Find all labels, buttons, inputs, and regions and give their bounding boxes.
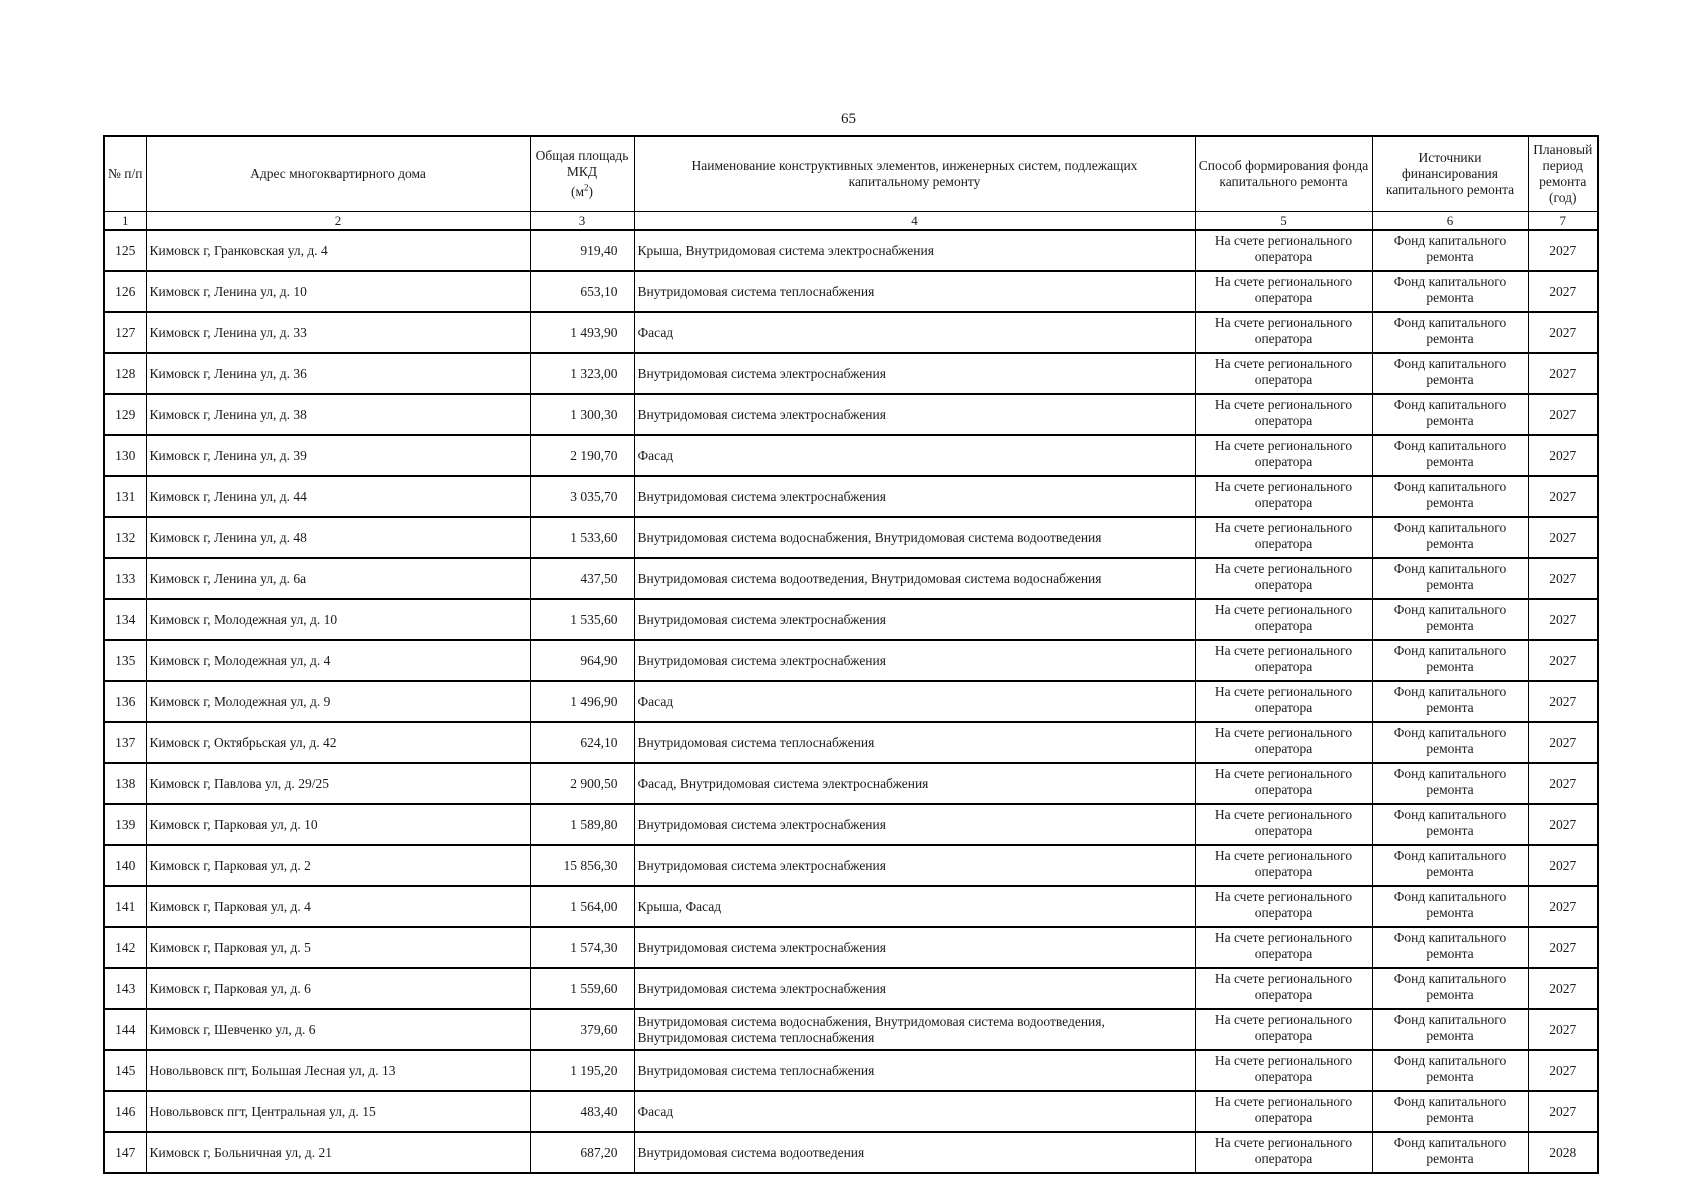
row-funding-method: На счете регионального оператора bbox=[1195, 681, 1372, 722]
row-funding-source: Фонд капитального ремонта bbox=[1372, 599, 1528, 640]
row-elements: Внутридомовая система электроснабжения bbox=[634, 845, 1195, 886]
row-number: 128 bbox=[104, 353, 146, 394]
row-number: 132 bbox=[104, 517, 146, 558]
row-year: 2027 bbox=[1528, 1009, 1598, 1050]
row-year: 2027 bbox=[1528, 681, 1598, 722]
table-row bbox=[104, 845, 1598, 886]
row-address: Кимовск г, Ленина ул, д. 6а bbox=[146, 558, 530, 599]
row-area: 1 535,60 bbox=[530, 599, 634, 640]
row-elements: Внутридомовая система электроснабжения bbox=[634, 476, 1195, 517]
row-year: 2027 bbox=[1528, 927, 1598, 968]
row-elements: Внутридомовая система электроснабжения bbox=[634, 599, 1195, 640]
row-area: 919,40 bbox=[530, 230, 634, 271]
row-funding-source: Фонд капитального ремонта bbox=[1372, 804, 1528, 845]
row-address: Кимовск г, Молодежная ул, д. 9 bbox=[146, 681, 530, 722]
row-funding-source: Фонд капитального ремонта bbox=[1372, 968, 1528, 1009]
row-number: 142 bbox=[104, 927, 146, 968]
row-area: 1 589,80 bbox=[530, 804, 634, 845]
table-row bbox=[104, 763, 1598, 804]
column-number: 2 bbox=[146, 212, 530, 231]
table-row bbox=[104, 435, 1598, 476]
row-funding-method: На счете регионального оператора bbox=[1195, 230, 1372, 271]
table-row bbox=[104, 1091, 1598, 1132]
row-elements: Фасад bbox=[634, 1091, 1195, 1132]
row-elements: Внутридомовая система электроснабжения bbox=[634, 968, 1195, 1009]
row-funding-source: Фонд капитального ремонта bbox=[1372, 558, 1528, 599]
column-number: 5 bbox=[1195, 212, 1372, 231]
row-year: 2027 bbox=[1528, 230, 1598, 271]
table-row bbox=[104, 1009, 1598, 1050]
row-year: 2027 bbox=[1528, 517, 1598, 558]
header-num: № п/п bbox=[104, 136, 146, 212]
row-year: 2027 bbox=[1528, 435, 1598, 476]
row-area: 3 035,70 bbox=[530, 476, 634, 517]
row-number: 141 bbox=[104, 886, 146, 927]
row-funding-method: На счете регионального оператора bbox=[1195, 558, 1372, 599]
header-address: Адрес многоквартирного дома bbox=[146, 136, 530, 212]
row-funding-method: На счете регионального оператора bbox=[1195, 394, 1372, 435]
header-source: Источники финансирования капитального ремонта bbox=[1372, 136, 1528, 212]
header-area-unit: $(м^2)$ bbox=[570, 182, 594, 200]
row-area: 687,20 bbox=[530, 1132, 634, 1173]
row-area: 1 574,30 bbox=[530, 927, 634, 968]
row-address: Кимовск г, Ленина ул, д. 33 bbox=[146, 312, 530, 353]
row-year: 2027 bbox=[1528, 845, 1598, 886]
table-header-row bbox=[104, 136, 1598, 212]
repair-program-table bbox=[103, 135, 1599, 1174]
row-funding-method: На счете регионального оператора bbox=[1195, 722, 1372, 763]
row-year: 2027 bbox=[1528, 476, 1598, 517]
row-funding-method: На счете регионального оператора bbox=[1195, 476, 1372, 517]
row-address: Кимовск г, Парковая ул, д. 6 bbox=[146, 968, 530, 1009]
row-address: Новольвовск пгт, Большая Лесная ул, д. 13 bbox=[146, 1050, 530, 1091]
row-address: Кимовск г, Парковая ул, д. 2 bbox=[146, 845, 530, 886]
row-elements: Внутридомовая система теплоснабжения bbox=[634, 271, 1195, 312]
row-funding-source: Фонд капитального ремонта bbox=[1372, 353, 1528, 394]
row-number: 145 bbox=[104, 1050, 146, 1091]
row-year: 2027 bbox=[1528, 886, 1598, 927]
header-period: Плановый период ремонта (год) bbox=[1528, 136, 1598, 212]
row-address: Кимовск г, Гранковская ул, д. 4 bbox=[146, 230, 530, 271]
table-row bbox=[104, 927, 1598, 968]
row-elements: Внутридомовая система теплоснабжения bbox=[634, 722, 1195, 763]
row-funding-method: На счете регионального оператора bbox=[1195, 886, 1372, 927]
row-address: Кимовск г, Ленина ул, д. 10 bbox=[146, 271, 530, 312]
row-year: 2027 bbox=[1528, 968, 1598, 1009]
column-number-row bbox=[104, 212, 1598, 231]
row-year: 2027 bbox=[1528, 558, 1598, 599]
row-elements: Внутридомовая система водоснабжения, Внутридомовая система водоотведения, Внутридомовая система теплоснабжения bbox=[634, 1009, 1195, 1050]
header-elements: Наименование конструктивных элементов, инженерных систем, подлежащих капитальному ремонту bbox=[634, 136, 1195, 212]
row-number: 146 bbox=[104, 1091, 146, 1132]
row-elements: Внутридомовая система электроснабжения bbox=[634, 640, 1195, 681]
row-area: 964,90 bbox=[530, 640, 634, 681]
table-row bbox=[104, 230, 1598, 271]
row-elements: Внутридомовая система электроснабжения bbox=[634, 804, 1195, 845]
table-row bbox=[104, 558, 1598, 599]
row-number: 139 bbox=[104, 804, 146, 845]
row-funding-source: Фонд капитального ремонта bbox=[1372, 312, 1528, 353]
row-area: 1 533,60 bbox=[530, 517, 634, 558]
row-funding-source: Фонд капитального ремонта bbox=[1372, 763, 1528, 804]
row-address: Кимовск г, Парковая ул, д. 10 bbox=[146, 804, 530, 845]
row-number: 135 bbox=[104, 640, 146, 681]
row-funding-method: На счете регионального оператора bbox=[1195, 804, 1372, 845]
row-elements: Внутридомовая система водоснабжения, Внутридомовая система водоотведения bbox=[634, 517, 1195, 558]
row-address: Кимовск г, Ленина ул, д. 36 bbox=[146, 353, 530, 394]
row-area: 1 564,00 bbox=[530, 886, 634, 927]
row-number: 143 bbox=[104, 968, 146, 1009]
row-area: 1 496,90 bbox=[530, 681, 634, 722]
table-body bbox=[104, 230, 1598, 1173]
row-address: Кимовск г, Молодежная ул, д. 4 bbox=[146, 640, 530, 681]
row-funding-method: На счете регионального оператора bbox=[1195, 312, 1372, 353]
row-funding-method: На счете регионального оператора bbox=[1195, 1009, 1372, 1050]
row-elements: Фасад bbox=[634, 435, 1195, 476]
row-number: 140 bbox=[104, 845, 146, 886]
row-funding-method: На счете регионального оператора bbox=[1195, 845, 1372, 886]
row-elements: Внутридомовая система электроснабжения bbox=[634, 927, 1195, 968]
table-row bbox=[104, 353, 1598, 394]
row-elements: Внутридомовая система водоотведения bbox=[634, 1132, 1195, 1173]
row-elements: Внутридомовая система электроснабжения bbox=[634, 353, 1195, 394]
row-address: Кимовск г, Шевченко ул, д. 6 bbox=[146, 1009, 530, 1050]
row-area: 1 195,20 bbox=[530, 1050, 634, 1091]
row-number: 134 bbox=[104, 599, 146, 640]
row-area: 2 190,70 bbox=[530, 435, 634, 476]
row-area: 1 559,60 bbox=[530, 968, 634, 1009]
row-number: 133 bbox=[104, 558, 146, 599]
table-row bbox=[104, 968, 1598, 1009]
row-year: 2027 bbox=[1528, 271, 1598, 312]
column-number: 6 bbox=[1372, 212, 1528, 231]
table-row bbox=[104, 722, 1598, 763]
row-address: Кимовск г, Больничная ул, д. 21 bbox=[146, 1132, 530, 1173]
row-funding-source: Фонд капитального ремонта bbox=[1372, 1091, 1528, 1132]
row-funding-method: На счете регионального оператора bbox=[1195, 1050, 1372, 1091]
row-funding-method: На счете регионального оператора bbox=[1195, 968, 1372, 1009]
column-number: 4 bbox=[634, 212, 1195, 231]
row-funding-method: На счете регионального оператора bbox=[1195, 1091, 1372, 1132]
row-area: 15 856,30 bbox=[530, 845, 634, 886]
row-area: 2 900,50 bbox=[530, 763, 634, 804]
row-year: 2027 bbox=[1528, 640, 1598, 681]
row-funding-source: Фонд капитального ремонта bbox=[1372, 1009, 1528, 1050]
column-number: 7 bbox=[1528, 212, 1598, 231]
row-elements: Фасад bbox=[634, 312, 1195, 353]
row-elements: Фасад bbox=[634, 681, 1195, 722]
row-address: Кимовск г, Парковая ул, д. 4 bbox=[146, 886, 530, 927]
row-funding-source: Фонд капитального ремонта bbox=[1372, 681, 1528, 722]
row-elements: Крыша, Внутридомовая система электроснабжения bbox=[634, 230, 1195, 271]
row-funding-source: Фонд капитального ремонта bbox=[1372, 394, 1528, 435]
table-row bbox=[104, 476, 1598, 517]
row-funding-method: На счете регионального оператора bbox=[1195, 640, 1372, 681]
row-number: 131 bbox=[104, 476, 146, 517]
row-area: 1 493,90 bbox=[530, 312, 634, 353]
row-year: 2027 bbox=[1528, 353, 1598, 394]
row-funding-source: Фонд капитального ремонта bbox=[1372, 230, 1528, 271]
row-address: Кимовск г, Ленина ул, д. 44 bbox=[146, 476, 530, 517]
row-funding-method: На счете регионального оператора bbox=[1195, 271, 1372, 312]
row-year: 2027 bbox=[1528, 1050, 1598, 1091]
row-address: Кимовск г, Молодежная ул, д. 10 bbox=[146, 599, 530, 640]
row-number: 147 bbox=[104, 1132, 146, 1173]
row-year: 2027 bbox=[1528, 722, 1598, 763]
row-year: 2027 bbox=[1528, 1091, 1598, 1132]
row-area: 483,40 bbox=[530, 1091, 634, 1132]
row-elements: Фасад, Внутридомовая система электроснабжения bbox=[634, 763, 1195, 804]
row-funding-source: Фонд капитального ремонта bbox=[1372, 517, 1528, 558]
row-elements: Крыша, Фасад bbox=[634, 886, 1195, 927]
table-row bbox=[104, 517, 1598, 558]
row-year: 2027 bbox=[1528, 312, 1598, 353]
row-year: 2027 bbox=[1528, 599, 1598, 640]
row-area: 624,10 bbox=[530, 722, 634, 763]
row-funding-method: На счете регионального оператора bbox=[1195, 353, 1372, 394]
row-area: 437,50 bbox=[530, 558, 634, 599]
row-funding-source: Фонд капитального ремонта bbox=[1372, 1132, 1528, 1173]
table-row bbox=[104, 1132, 1598, 1173]
row-elements: Внутридомовая система водоотведения, Внутридомовая система водоснабжения bbox=[634, 558, 1195, 599]
row-address: Кимовск г, Октябрьская ул, д. 42 bbox=[146, 722, 530, 763]
row-address: Новольвовск пгт, Центральная ул, д. 15 bbox=[146, 1091, 530, 1132]
row-number: 138 bbox=[104, 763, 146, 804]
row-funding-source: Фонд капитального ремонта bbox=[1372, 886, 1528, 927]
table-row bbox=[104, 599, 1598, 640]
row-year: 2027 bbox=[1528, 763, 1598, 804]
row-funding-method: На счете регионального оператора bbox=[1195, 517, 1372, 558]
row-area: 653,10 bbox=[530, 271, 634, 312]
row-funding-method: На счете регионального оператора bbox=[1195, 1132, 1372, 1173]
row-number: 136 bbox=[104, 681, 146, 722]
row-elements: Внутридомовая система электроснабжения bbox=[634, 394, 1195, 435]
row-funding-source: Фонд капитального ремонта bbox=[1372, 476, 1528, 517]
row-funding-source: Фонд капитального ремонта bbox=[1372, 722, 1528, 763]
row-funding-source: Фонд капитального ремонта bbox=[1372, 927, 1528, 968]
row-number: 127 bbox=[104, 312, 146, 353]
row-year: 2028 bbox=[1528, 1132, 1598, 1173]
row-funding-source: Фонд капитального ремонта bbox=[1372, 640, 1528, 681]
row-area: 1 300,30 bbox=[530, 394, 634, 435]
row-funding-method: На счете регионального оператора bbox=[1195, 763, 1372, 804]
column-number: 3 bbox=[530, 212, 634, 231]
row-number: 144 bbox=[104, 1009, 146, 1050]
row-elements: Внутридомовая система теплоснабжения bbox=[634, 1050, 1195, 1091]
row-address: Кимовск г, Парковая ул, д. 5 bbox=[146, 927, 530, 968]
row-year: 2027 bbox=[1528, 394, 1598, 435]
row-area: 1 323,00 bbox=[530, 353, 634, 394]
row-address: Кимовск г, Ленина ул, д. 39 bbox=[146, 435, 530, 476]
row-funding-source: Фонд капитального ремонта bbox=[1372, 1050, 1528, 1091]
row-area: 379,60 bbox=[530, 1009, 634, 1050]
table-row bbox=[104, 271, 1598, 312]
table-row bbox=[104, 312, 1598, 353]
table-row bbox=[104, 640, 1598, 681]
table-row bbox=[104, 681, 1598, 722]
row-number: 130 bbox=[104, 435, 146, 476]
row-number: 125 bbox=[104, 230, 146, 271]
row-year: 2027 bbox=[1528, 804, 1598, 845]
header-area-label: Общая площадь МКД bbox=[535, 147, 629, 179]
row-funding-method: На счете регионального оператора bbox=[1195, 435, 1372, 476]
row-address: Кимовск г, Ленина ул, д. 38 bbox=[146, 394, 530, 435]
page-number: 65 bbox=[841, 111, 856, 127]
header-area bbox=[530, 136, 634, 212]
row-number: 129 bbox=[104, 394, 146, 435]
row-funding-method: На счете регионального оператора bbox=[1195, 599, 1372, 640]
column-number: 1 bbox=[104, 212, 146, 231]
table-row bbox=[104, 1050, 1598, 1091]
table-row bbox=[104, 394, 1598, 435]
row-address: Кимовск г, Ленина ул, д. 48 bbox=[146, 517, 530, 558]
table-row bbox=[104, 804, 1598, 845]
header-method: Способ формирования фонда капитального ремонта bbox=[1195, 136, 1372, 212]
table-row bbox=[104, 886, 1598, 927]
row-funding-source: Фонд капитального ремонта bbox=[1372, 271, 1528, 312]
row-funding-method: На счете регионального оператора bbox=[1195, 927, 1372, 968]
row-number: 137 bbox=[104, 722, 146, 763]
row-funding-source: Фонд капитального ремонта bbox=[1372, 845, 1528, 886]
row-funding-source: Фонд капитального ремонта bbox=[1372, 435, 1528, 476]
row-number: 126 bbox=[104, 271, 146, 312]
row-address: Кимовск г, Павлова ул, д. 29/25 bbox=[146, 763, 530, 804]
